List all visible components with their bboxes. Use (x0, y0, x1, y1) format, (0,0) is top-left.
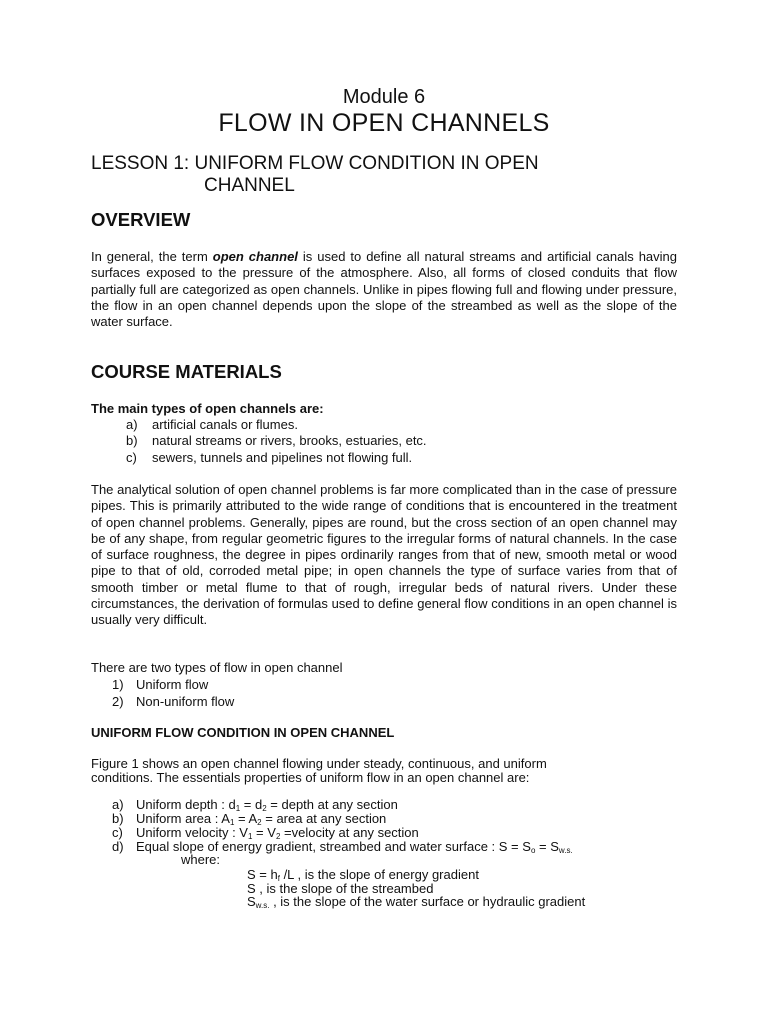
overview-term: open channel (212, 249, 298, 264)
property-text: Equal slope of energy gradient, streambed and water surface : S = S (136, 839, 531, 854)
list-item-text: natural streams or rivers, brooks, estuaries, etc. (152, 433, 427, 448)
subscript: 2 (257, 818, 262, 827)
where-definition: S , is the slope of the streambed (247, 881, 434, 896)
subscript: o (530, 846, 536, 855)
property-text: = V (252, 825, 276, 840)
property-text: = S (535, 839, 559, 854)
subscript: f (277, 874, 280, 883)
property-label: a) (112, 797, 124, 812)
page-title: FLOW IN OPEN CHANNELS (218, 109, 550, 137)
list-item (126, 433, 427, 449)
subscript: 1 (229, 818, 235, 827)
property-text: = A (234, 811, 258, 826)
course-materials-heading: COURSE MATERIALS (91, 361, 282, 382)
list-item-label: 1) (112, 677, 124, 692)
uniform-intro-line1: Figure 1 shows an open channel flowing under steady, continuous, and uniform (91, 756, 547, 771)
where-label: where: (181, 852, 221, 867)
subscript: 1 (247, 832, 253, 841)
list-item (126, 450, 412, 466)
lesson-title-line1: LESSON 1: UNIFORM FLOW CONDITION IN OPEN (91, 153, 539, 174)
lesson-title-line2: CHANNEL (204, 175, 295, 196)
module-label: Module 6 (342, 86, 426, 108)
property-text: =velocity at any section (280, 825, 419, 840)
overview-heading: OVERVIEW (91, 209, 191, 230)
list-item (126, 417, 298, 433)
definition-text: , is the slope of the water surface or hydraulic gradient (269, 894, 586, 909)
list-item-text: artificial canals or flumes. (152, 417, 298, 432)
definition-text: S (247, 894, 256, 909)
overview-text-end: is used to define all natural streams and artificial canals having surfaces exposed to the pressure of the atmosphere. Also, all forms of closed conduits that flow partially full are categorized as open channels. Unlike in pipes flowing full and flowing under pressure, the flow in an open channel depends upon the slope of the streambed as well as the slope of the water surface. (91, 249, 678, 330)
analysis-paragraph: The analytical solution of open channel problems is far more complicated than in the case of pressure pipes. This is primarily attributed to the wide range of conditions that is encountered in the treatment of open channel problems. Generally, pipes are round, but the cross section of an open channel may be of any shape, from regular geometric figures to the irregular forms of natural channels. In the case of surface roughness, the degree in pipes ordinarily ranges from that of new, smooth metal or wood pipe to that of old, corroded metal pipe; in open channels the type of surface varies from that of smooth timber or metal flume to that of rough, irregular beds of natural rivers. Under these circumstances, the derivation of formulas used to define general flow conditions in an open channel is usually very difficult. (91, 482, 677, 628)
subscript: 1 (235, 804, 241, 813)
uniform-intro-line2: conditions. The essentials properties of uniform flow in an open channel are: (91, 770, 530, 785)
list-item-text: sewers, tunnels and pipelines not flowing full. (152, 450, 413, 465)
subscript: w.s. (255, 901, 270, 910)
overview-text-start: In general, the term (91, 249, 213, 264)
list-item (112, 694, 234, 710)
property-label: d) (112, 839, 124, 854)
property-text: = d (240, 797, 263, 812)
overview-paragraph (91, 249, 677, 330)
list-item-label: b) (126, 433, 138, 448)
property-text: Uniform velocity : V (136, 825, 248, 840)
list-item (112, 677, 208, 693)
subscript: 2 (262, 804, 267, 813)
property-label: c) (112, 825, 123, 840)
uniform-flow-heading: UNIFORM FLOW CONDITION IN OPEN CHANNEL (91, 725, 395, 740)
subscript: w.s. (558, 846, 573, 855)
where-definition (247, 894, 585, 910)
property-text: Uniform area : A (136, 811, 230, 826)
property-text: = depth at any section (266, 797, 398, 812)
property-text: = area at any section (261, 811, 387, 826)
property-text: Uniform depth : d (136, 797, 236, 812)
definition-text: S = h (247, 867, 278, 882)
flow-types-intro: There are two types of flow in open channel (91, 660, 343, 675)
channel-types-heading: The main types of open channels are: (91, 401, 324, 416)
list-item-text: Uniform flow (136, 677, 209, 692)
list-item-label: 2) (112, 694, 124, 709)
list-item-text: Non-uniform flow (136, 694, 235, 709)
list-item-label: a) (126, 417, 138, 432)
subscript: 2 (275, 832, 281, 841)
list-item-label: c) (126, 450, 137, 465)
property-label: b) (112, 811, 124, 826)
definition-text: /L , is the slope of energy gradient (279, 867, 479, 882)
